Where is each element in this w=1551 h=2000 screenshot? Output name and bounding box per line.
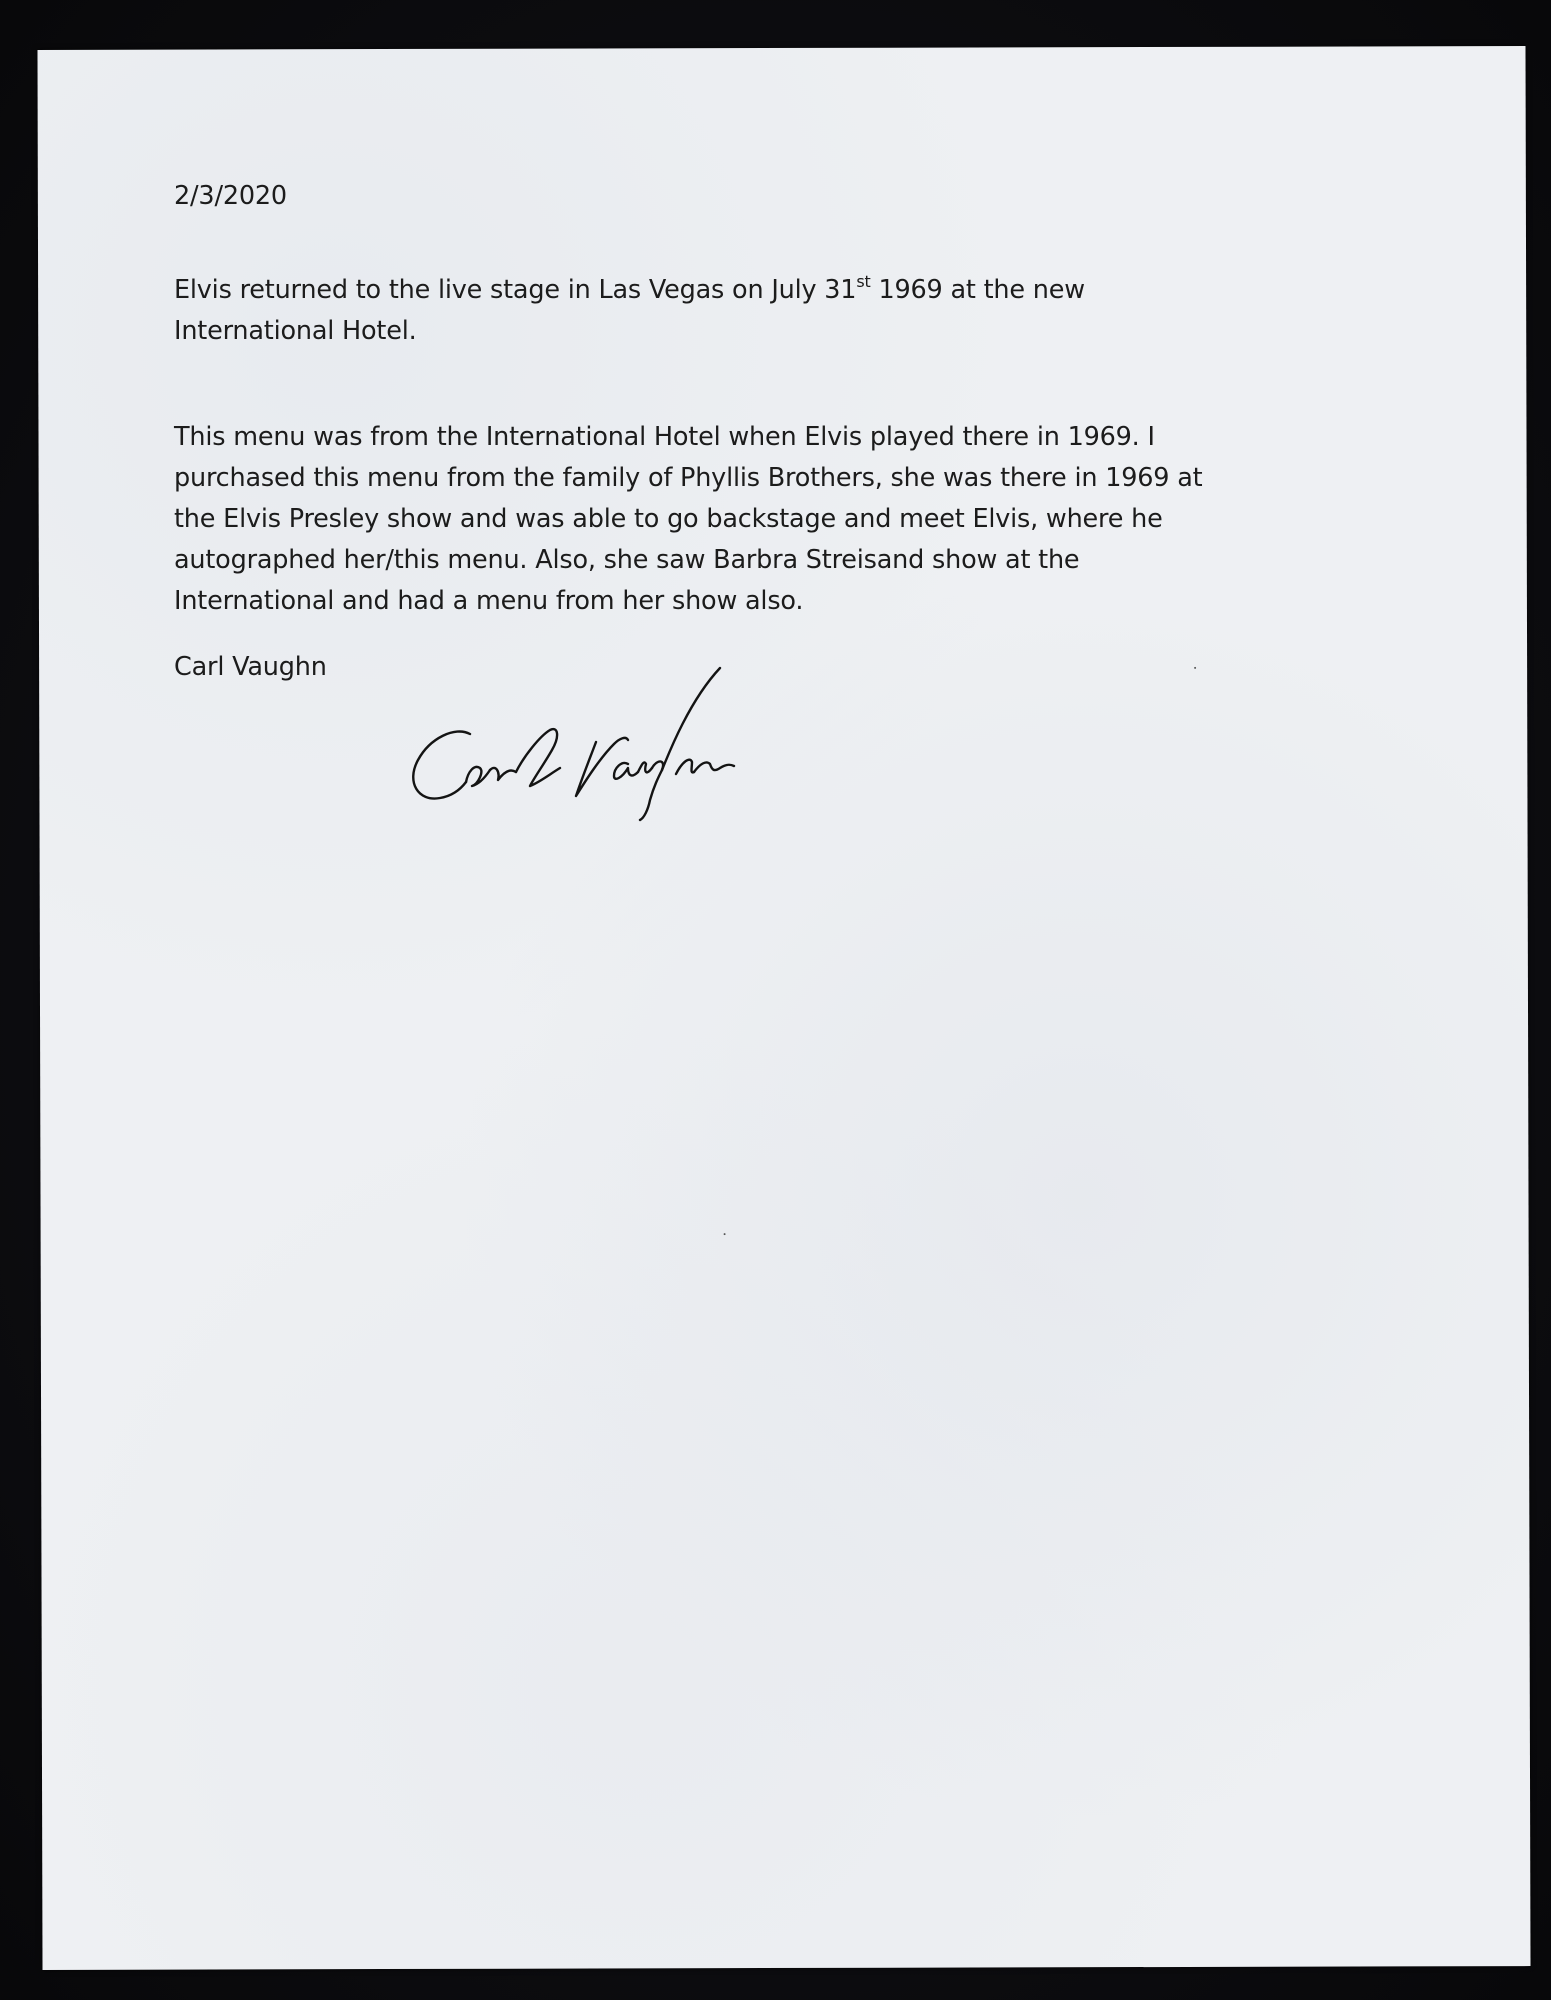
paragraph-line: the Elvis Presley show and was able to go backstage and meet Elvis, where he bbox=[174, 504, 1163, 534]
paragraph-line: purchased this menu from the family of Phyllis Brothers, she was there in 1969 at bbox=[174, 463, 1203, 493]
paragraph-elvis-return bbox=[174, 270, 1374, 352]
handwritten-signature bbox=[400, 660, 820, 830]
paper-speck bbox=[724, 1233, 726, 1235]
paragraph-line: International and had a menu from her show also. bbox=[174, 586, 804, 616]
paragraph-line: Elvis returned to the live stage in Las Vegas on July 31st 1969 at the new bbox=[174, 271, 1085, 305]
paragraph-line: autographed her/this menu. Also, she saw Barbra Streisand show at the bbox=[174, 545, 1080, 575]
signer-name: Carl Vaughn bbox=[174, 652, 327, 682]
letter-date: 2/3/2020 bbox=[174, 181, 287, 211]
paragraph-line: International Hotel. bbox=[174, 316, 417, 346]
paragraph-menu-provenance bbox=[174, 417, 1374, 622]
paragraph-line: This menu was from the International Hotel when Elvis played there in 1969. I bbox=[174, 422, 1155, 452]
